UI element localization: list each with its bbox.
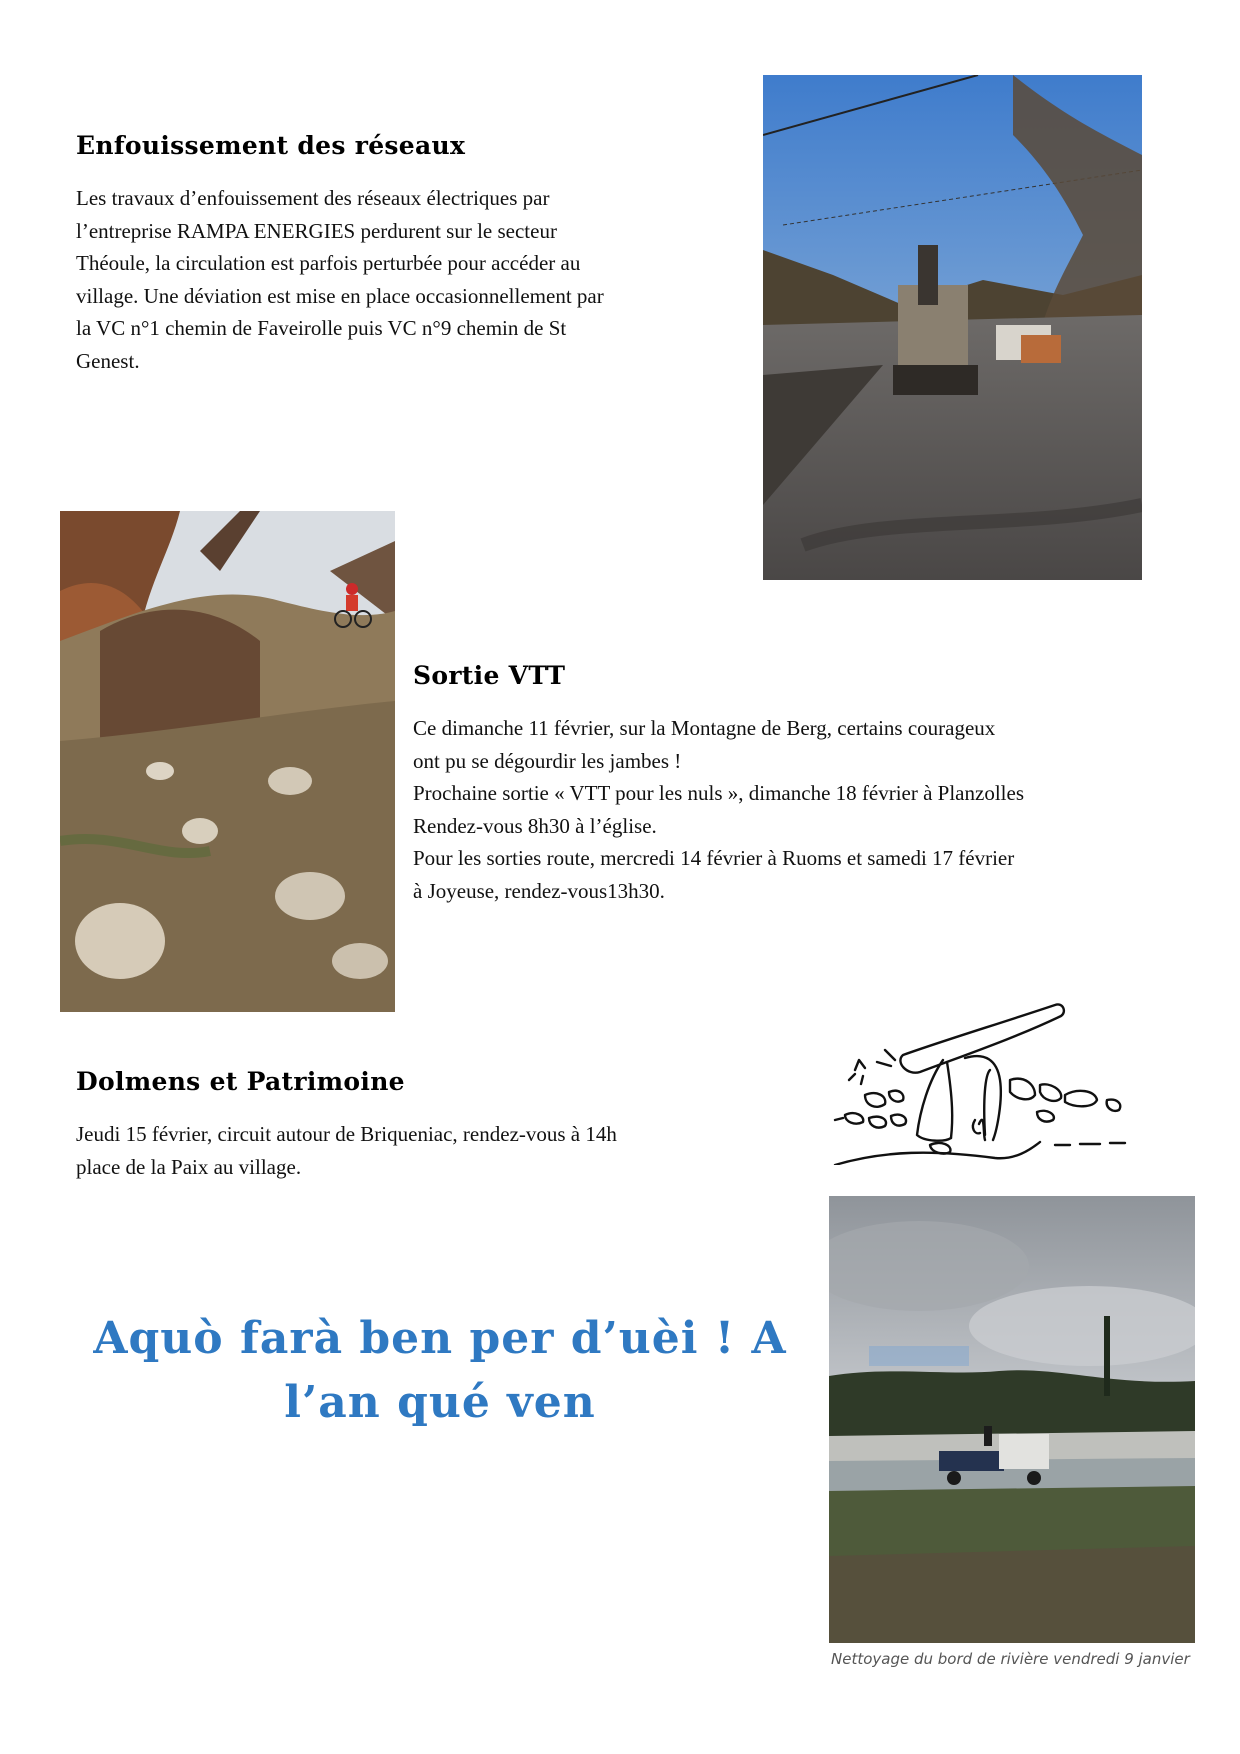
section-text-dolmens bbox=[76, 1118, 617, 1183]
mountain-bike-trail-photo bbox=[60, 511, 395, 1012]
road-works-photo bbox=[763, 75, 1142, 580]
section-title-dolmens: Dolmens et Patrimoine bbox=[76, 1067, 405, 1096]
text-line: Ce dimanche 11 février, sur la Montagne de Berg, certains courageux bbox=[413, 716, 996, 740]
section-title-reseaux: Enfouissement des réseaux bbox=[76, 131, 466, 160]
section-text-vtt bbox=[413, 712, 1024, 907]
text-line: Rendez-vous 8h30 à l’église. bbox=[413, 813, 657, 838]
text-line: Genest. bbox=[76, 348, 140, 373]
text-line: ont pu se dégourdir les jambes ! bbox=[413, 748, 682, 773]
section-text-reseaux bbox=[76, 182, 604, 377]
slogan-line-1: Aquò farà ben per d’uèi ! A bbox=[93, 1313, 787, 1364]
river-cleanup-photo bbox=[829, 1196, 1195, 1643]
text-line: la VC n°1 chemin de Faveirolle puis VC n°9 chemin de St bbox=[76, 316, 567, 340]
text-line: Prochaine sortie « VTT pour les nuls », dimanche 18 février à Planzolles bbox=[413, 781, 1024, 805]
text-line: place de la Paix au village. bbox=[76, 1154, 302, 1179]
text-line: village. Une déviation est mise en place occasionnellement par bbox=[76, 283, 604, 308]
river-photo-caption: Nettoyage du bord de rivière vendredi 9 janvier bbox=[831, 1650, 1190, 1668]
text-line: Jeudi 15 février, circuit autour de Briqueniac, rendez-vous à 14h bbox=[76, 1122, 617, 1146]
slogan-line-2: l’an qué ven bbox=[284, 1377, 596, 1428]
text-line: Les travaux d’enfouissement des réseaux électriques par bbox=[76, 186, 550, 210]
dolmen-drawing bbox=[825, 1000, 1160, 1165]
text-line: Pour les sorties route, mercredi 14 février à Ruoms et samedi 17 février bbox=[413, 846, 1015, 870]
text-line: Théoule, la circulation est parfois perturbée pour accéder au bbox=[76, 251, 581, 275]
text-line: l’entreprise RAMPA ENERGIES perdurent sur le secteur bbox=[76, 218, 557, 243]
closing-slogan bbox=[80, 1307, 800, 1435]
section-title-vtt: Sortie VTT bbox=[413, 661, 566, 690]
text-line: à Joyeuse, rendez-vous13h30. bbox=[413, 878, 665, 903]
